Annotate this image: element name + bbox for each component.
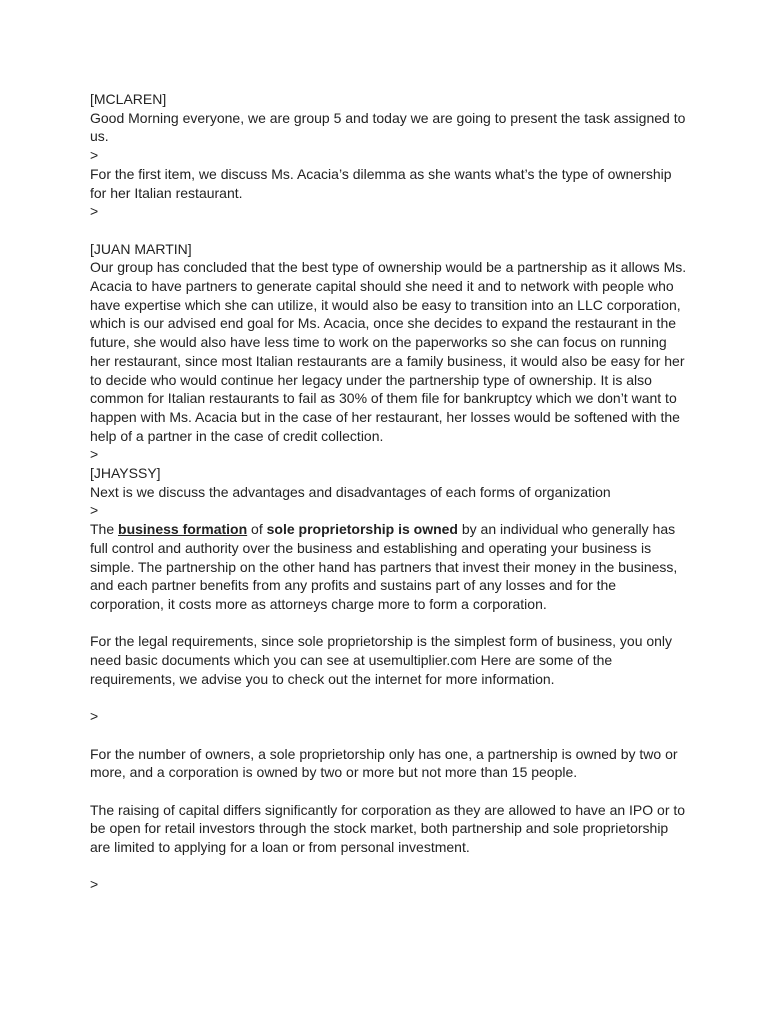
paragraph-advantages-intro: Next is we discuss the advantages and disadvantages of each forms of organization	[90, 483, 611, 500]
formation-text-of: of	[247, 521, 267, 538]
paragraph-raising-capital: The raising of capital differs significantly for corporation as they are allowed to have an IPO or to be open for retail investors through the stock market, both partnership and sole proprietorship are limited to applying for a loan or from personal investment.	[90, 801, 686, 856]
section-marker: >	[90, 708, 99, 725]
document-page	[90, 90, 690, 894]
formation-text-rest: by an individual who generally has full control and authority over the business and establishing and operating your business is simple. The partnership on the other hand has partners that invest their money in the business, and each partner benefits from any profits and sustains part of any losses and for the corporation, it costs more as attorneys charge more to form a corporation.	[90, 521, 678, 612]
speaker-label-jhayssy: [JHAYSSY]	[90, 465, 161, 482]
section-marker: >	[90, 203, 99, 220]
blank-line	[90, 726, 690, 745]
blank-line	[90, 782, 690, 801]
speaker-label-juan-martin: [JUAN MARTIN]	[90, 240, 192, 257]
section-marker: >	[90, 876, 99, 893]
paragraph-ownership-recommendation: Our group has concluded that the best type of ownership would be a partnership as it allows Ms. Acacia to have partners to generate capital should she need it and to network with people who have expertise which she can utilize, it would also be easy to transition into an LLC corporation, which is our advised end goal for Ms. Acacia, once she decides to expand the restaurant in the future, she would also have less time to work on the paperworks so she can focus on running her restaurant, since most Italian restaurants are a family business, it would also be easy for her to decide who would continue her legacy under the partnership type of ownership. It is also common for Italian restaurants to fail as 30% of them file for bankruptcy which we don’t want to happen with Ms. Acacia but in the case of her restaurant, her losses would be softened with the help of a partner in the case of credit collection.	[90, 259, 687, 444]
formation-text-the: The	[90, 521, 119, 538]
blank-line	[90, 221, 690, 240]
blank-line	[90, 688, 690, 707]
paragraph-first-item: For the first item, we discuss Ms. Acacia’s dilemma as she wants what’s the type of ownership for her Italian restaurant.	[90, 165, 672, 201]
business-formation-link[interactable]: business formation	[118, 521, 248, 538]
section-marker: >	[90, 446, 99, 463]
blank-line	[90, 857, 690, 876]
paragraph-number-of-owners: For the number of owners, a sole proprietorship only has one, a partnership is owned by two or more, and a corporation is owned by two or more but not more than 15 people.	[90, 745, 678, 781]
formation-bold-text: sole proprietorship is owned	[266, 521, 458, 538]
section-marker: >	[90, 502, 99, 519]
speaker-label-mclaren: [MCLAREN]	[90, 91, 167, 107]
blank-line	[90, 614, 690, 633]
paragraph-business-formation	[90, 520, 690, 614]
section-marker: >	[90, 147, 99, 164]
paragraph-legal-requirements: For the legal requirements, since sole proprietorship is the simplest form of business, you only need basic documents which you can see at usemultiplier.com Here are some of the requirements, we advise you to check out the internet for more information.	[90, 633, 673, 687]
paragraph-greeting: Good Morning everyone, we are group 5 and today we are going to present the task assigned to us.	[90, 109, 686, 145]
